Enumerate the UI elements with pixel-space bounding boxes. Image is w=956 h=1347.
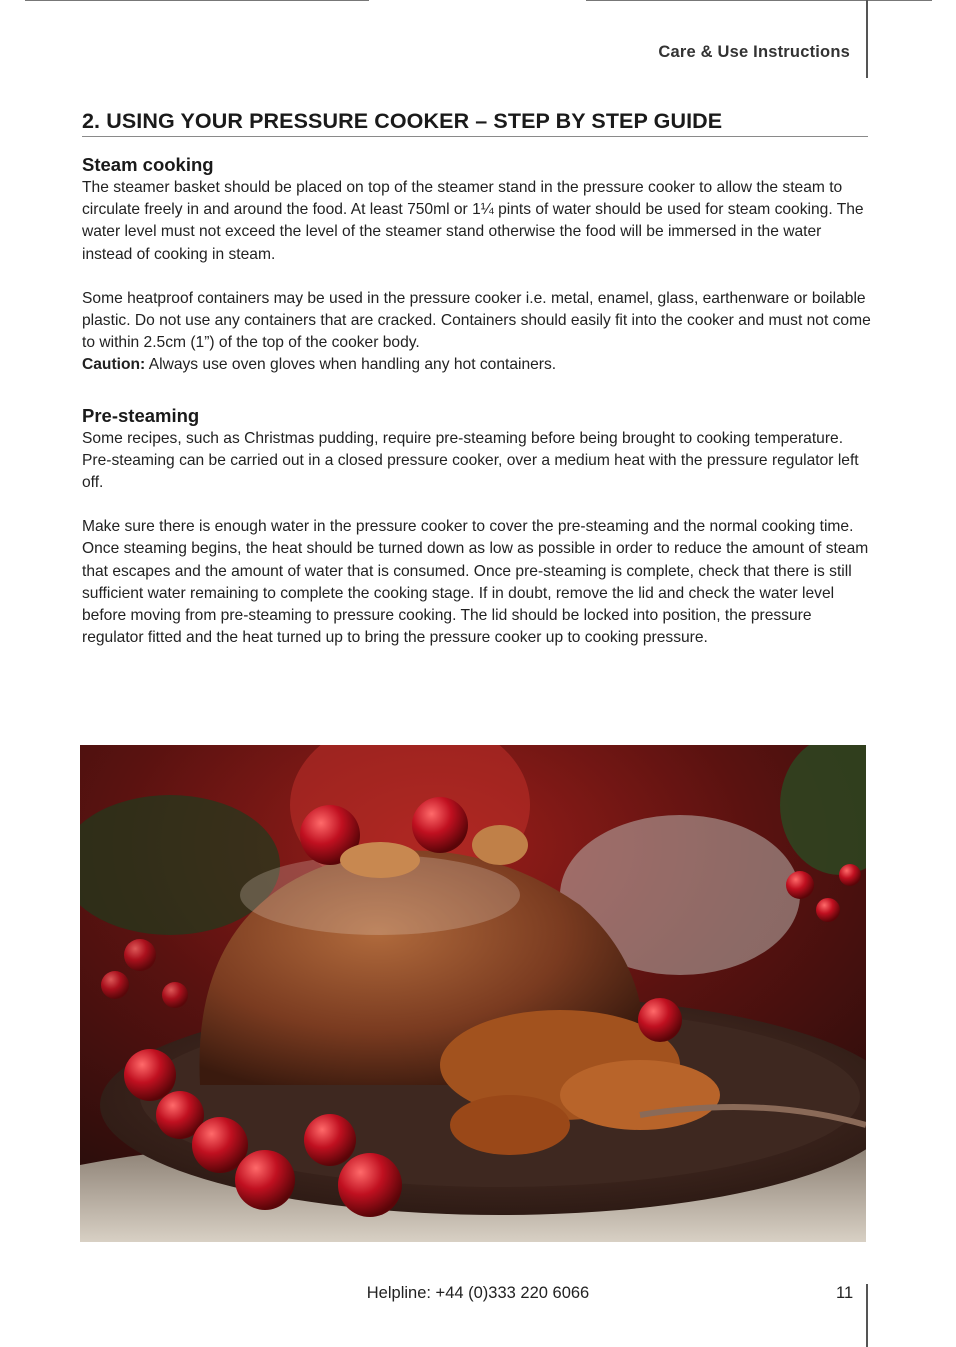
pre-steaming-paragraph-2: Make sure there is enough water in the pressure cooker to cover the pre-steaming and the normal cooking time. Once steaming begins, the heat should be turned down as low as possible in order to reduce the amount of steam that escapes and the amount of water that is consumed. Once pre-steaming is complete, check that there is still sufficient water remaining to complete the cooking stage. If in doubt, remove the lid and check the water level before moving from pre-steaming to pressure cooking. The lid should be locked into position, the pressure regulator fitted and the heat turned up to bring the pressure cooker up to cooking pressure. bbox=[82, 518, 869, 647]
caution-note bbox=[82, 354, 872, 376]
page-content bbox=[82, 152, 872, 649]
top-rule-left bbox=[25, 0, 369, 1]
pre-steaming-paragraph-1: Some recipes, such as Christmas pudding, require pre-steaming before being brought to cooking temperature. Pre-steaming can be carried out in a closed pressure cooker, over a medium heat with the pressure regulator left off. bbox=[82, 429, 859, 492]
footer-helpline: Helpline: +44 (0)333 220 6066 bbox=[366, 1284, 590, 1302]
section-title: 2. USING YOUR PRESSURE COOKER – STEP BY STEP GUIDE bbox=[82, 109, 868, 137]
top-rule-right bbox=[586, 0, 932, 1]
page-number: 11 bbox=[836, 1284, 854, 1302]
vertical-rule-top bbox=[866, 0, 868, 78]
caution-label: Caution: bbox=[82, 356, 146, 374]
header-label: Care & Use Instructions bbox=[658, 43, 850, 61]
steam-cooking-paragraph-1: The steamer basket should be placed on top of the steamer stand in the pressure cooker to allow the steam to circulate freely in and around the food. At least 750ml or 1¼ pints of water should be used for steam cooking. The water level must not exceed the level of the steamer stand otherwise the food will be immersed in the water instead of cooking in steam. bbox=[82, 179, 864, 263]
steam-cooking-heading: Steam cooking bbox=[82, 154, 214, 175]
christmas-pudding-photo bbox=[80, 745, 866, 1242]
steam-cooking-paragraph-2: Some heatproof containers may be used in the pressure cooker i.e. metal, enamel, glass, earthenware or boilable plastic. Do not use any containers that are cracked. Containers should easily fit into the cooker and must not come to within 2.5cm (1”) of the top of the cooker body. bbox=[82, 289, 871, 352]
caution-text: Always use oven gloves when handling any hot containers. bbox=[145, 356, 557, 374]
pre-steaming-heading: Pre-steaming bbox=[82, 404, 200, 426]
